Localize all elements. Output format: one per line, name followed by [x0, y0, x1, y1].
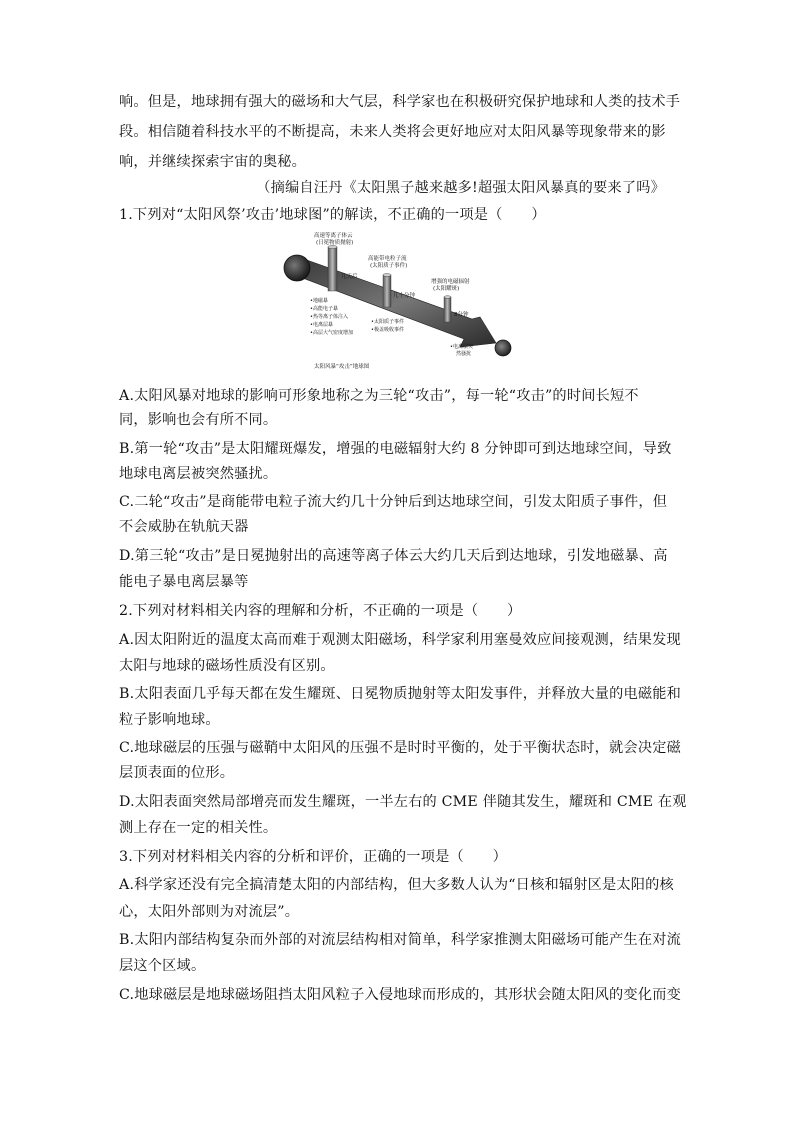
effect-1-1: •高能电子暴 [310, 306, 338, 312]
option-line: A.太阳风暴对地球的影响可形象地称之为三轮“攻击”，每一轮“攻击”的时间长短不 [119, 388, 639, 404]
option-line: A.因太阳附近的温度太高而难于观测太阳磁场，科学家利用塞曼效应间接观测，结果发现 [119, 632, 681, 648]
option-line: 能电子暴电离层暴等 [119, 574, 249, 590]
label-particle-2: (太阳质子事件) [370, 263, 408, 269]
option-line: C.二轮“攻击”是商能带电粒子流大约几十分钟后到达地球空间，引发太阳质子事件，但 [119, 494, 668, 510]
pillar-cme [328, 247, 337, 291]
option-line: 不会威胁在轨航天器 [119, 519, 249, 535]
solar-storm-figure [282, 227, 522, 375]
question-2-stem: 2.下列对材料相关内容的理解和分析，不正确的一项是（ ） [119, 603, 522, 619]
option-line: 地球电离层被突然骚扰。 [119, 466, 278, 482]
question-3-stem: 3.下列对材料相关内容的分析和评价，正确的一项是（ ） [119, 849, 508, 865]
time-days: 几天后 [341, 274, 358, 280]
pillar-radiation [444, 297, 451, 322]
effect-3-0: •电离层突 [450, 344, 473, 350]
figure-caption: 太阳风暴“攻击”地球图 [314, 364, 370, 370]
option-line: C.地球磁层是地球磁场阻挡太阳风粒子入侵地球而形成的，其形状会随太阳风的变化而变 [119, 987, 681, 1003]
earth-sphere [495, 340, 511, 356]
option-line: 粒子影响地球。 [119, 712, 220, 728]
effect-1-3: •电离层暴 [310, 322, 333, 328]
label-radiation-2: (太阳耀斑) [433, 286, 460, 292]
option-line: B.太阳表面几乎每天都在发生耀斑、日冕物质抛射等太阳发事件，并释放大量的电磁能和 [119, 686, 682, 702]
sun-sphere [284, 255, 310, 281]
effect-1-0: •地磁暴 [310, 298, 328, 304]
time-minutes: 几十分钟 [393, 293, 416, 299]
option-line: B.第一轮“攻击”是太阳耀斑爆发，增强的电磁辐射大约 8 分钟即可到达地球空间，导致 [119, 441, 672, 457]
passage-line: 响，并继续探索宇宙的奥秘。 [119, 154, 307, 170]
label-particle-1: 高能带电粒子流 [368, 256, 407, 262]
passage-line: 段。相信随着科技水平的不断提高，未来人类将会更好地应对太阳风暴等现象带来的影 [119, 124, 666, 140]
option-line: 心，太阳外部则为对流层”。 [119, 904, 300, 920]
source-citation: （摘编自汪丹《太阳黑子越来越多!超强太阳风暴真的要来了吗》 [256, 180, 665, 196]
effect-3-1: 然骚扰 [456, 351, 472, 357]
question-1-stem: 1.下列对“太阳风祭’攻击’地球图”的解读，不正确的一项是（ ） [119, 207, 546, 223]
option-line: 层顶表面的位形。 [119, 765, 235, 781]
option-line: 同，影响也会有所不同。 [119, 412, 278, 428]
option-line: D.太阳表面突然局部增亮而发生耀斑，一半左右的 CME 伴随其发生，耀斑和 CME 在观 [119, 794, 687, 810]
effect-2-1: •极盖吸收事件 [371, 327, 404, 333]
label-radiation-1: 增强的电磁辐射 [431, 279, 470, 285]
option-line: 层这个区域。 [119, 958, 206, 974]
effect-1-2: •热等离子体注入 [310, 314, 348, 320]
pillar-particle [383, 275, 391, 307]
option-line: D.第三轮“攻击”是日冕抛射出的高速等离子体云大约几天后到达地球，引发地磁暴、高 [119, 548, 668, 564]
label-cme-1: 高速等离子体云 [314, 233, 353, 239]
label-cme-2: (日冕物质抛射) [316, 240, 354, 246]
option-line: C.地球磁层的压强与磁鞘中太阳风的压强不是时时平衡的，处于平衡状态时，就会决定磁 [119, 740, 681, 756]
option-line: A.科学家还没有完全搞清楚太阳的内部结构，但大多数人认为“日核和辐射区是太阳的核 [119, 877, 674, 893]
effect-2-0: •太阳质子事件 [371, 319, 404, 325]
passage-line: 响。但是，地球拥有强大的磁场和大气层，科学家也在积极研究保护地球和人类的技术手 [119, 94, 681, 110]
effect-1-4: •高层大气密度增加 [310, 330, 353, 336]
option-line: B.太阳内部结构复杂而外部的对流层结构相对简单，科学家推测太阳磁场可能产生在对流 [119, 932, 682, 948]
time-8min: 8分钟 [454, 312, 469, 318]
option-line: 测上存在一定的相关性。 [119, 820, 278, 836]
option-line: 太阳与地球的磁场性质没有区别。 [119, 658, 335, 674]
